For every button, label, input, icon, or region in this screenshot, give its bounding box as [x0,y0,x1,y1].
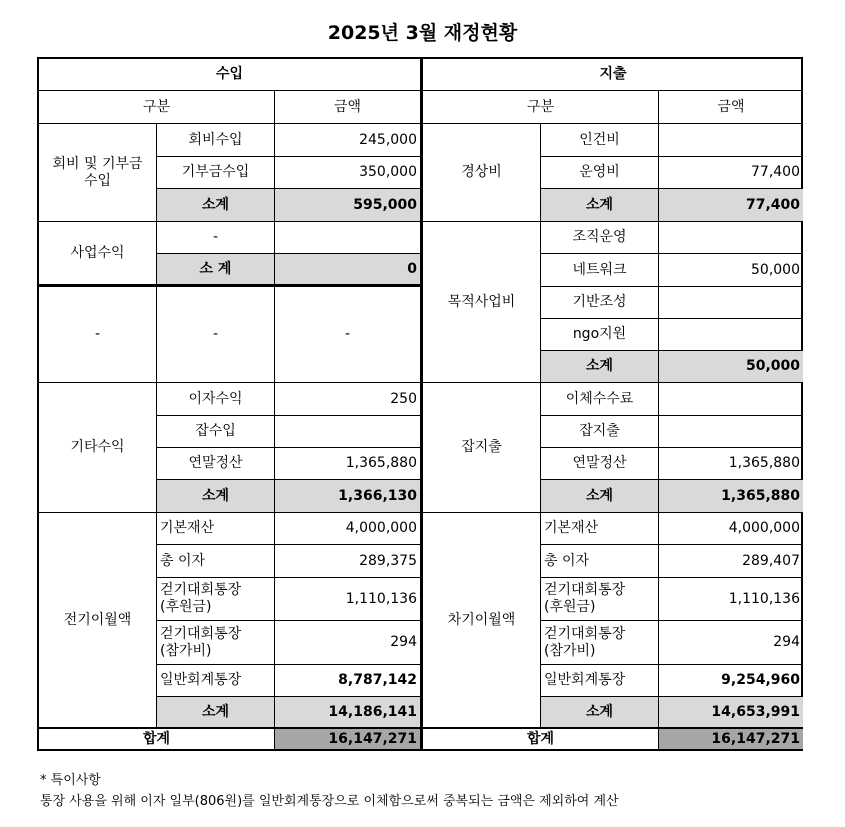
income-settle-amount: 1,365,880 [275,448,421,480]
expense-project-category: 목적사업비 [423,222,541,383]
expense-transfer-label: 이체수수료 [541,383,659,416]
income-basic-label: 기본재산 [157,513,275,545]
income-settle-label: 연말정산 [157,448,275,480]
page-title: 2025년 3월 재정현황 [327,22,518,44]
income-business-category: 사업수익 [39,222,157,287]
income-misc-amount [275,416,421,448]
expense-personnel-label: 인건비 [541,124,659,157]
expense-misc-subtotal-amount: 1,365,880 [659,480,803,513]
expense-project-subtotal-amount: 50,000 [659,351,803,383]
expense-project-subtotal-label: 소계 [541,351,659,383]
income-total-label: 합계 [39,729,275,749]
income-interest-amount: 250 [275,383,421,416]
income-other-subtotal-label: 소계 [157,480,275,513]
expense-general-amount: 9,254,960 [659,665,803,697]
expense-total-amount: 16,147,271 [659,729,803,749]
income-total-amount: 16,147,271 [275,729,421,749]
income-prev-subtotal-label: 소계 [157,697,275,729]
income-general-amount: 8,787,142 [275,665,421,697]
notes-text: 통장 사용을 위해 이자 일부(806원)를 일반회계통장으로 이체함으로써 중복되는 금액은 제외하여 계산 [40,794,619,809]
expense-base-label: 기반조성 [541,287,659,319]
expense-col-category: 구분 [423,91,659,124]
expense-basic-amount: 4,000,000 [659,513,803,545]
income-fee-amount: 245,000 [275,124,421,157]
expense-header: 지출 [423,59,803,91]
expense-settle-amount: 1,365,880 [659,448,803,480]
expense-network-amount: 50,000 [659,254,803,287]
expense-total-interest-amount: 289,407 [659,545,803,578]
income-membership-subtotal-amount: 595,000 [275,189,421,222]
income-col-amount: 금액 [275,91,421,124]
expense-total-interest-label: 총 이자 [541,545,659,578]
income-blank-item-label: - [157,287,275,383]
expense-misc-subtotal-label: 소계 [541,480,659,513]
expense-next-subtotal-amount: 14,653,991 [659,697,803,729]
income-walk-support-amount: 1,110,136 [275,578,421,621]
income-walk-fee-label: 걷기대회통장 (참가비) [157,621,275,665]
income-misc-label: 잡수입 [157,416,275,448]
income-prev-balance-category: 전기이월액 [39,513,157,729]
expense-base-amount [659,287,803,319]
expense-operating-category: 경상비 [423,124,541,222]
income-prev-subtotal-amount: 14,186,141 [275,697,421,729]
center-divider [421,59,423,749]
income-total-interest-amount: 289,375 [275,545,421,578]
income-business-subtotal-amount: 0 [275,254,421,287]
income-blank-category: - [39,287,157,383]
expense-org-amount [659,222,803,254]
total-row-divider [39,727,803,729]
expense-misc-label: 잡지출 [541,416,659,448]
income-business-item-label: - [157,222,275,254]
notes-heading: * 특이사항 [40,773,101,788]
expense-total-label: 합계 [423,729,659,749]
expense-settle-label: 연말정산 [541,448,659,480]
finance-table [37,57,803,751]
income-header: 수입 [39,59,421,91]
income-fee-label: 회비수입 [157,124,275,157]
expense-next-subtotal-label: 소계 [541,697,659,729]
income-other-category: 기타수익 [39,383,157,513]
income-membership-subtotal-label: 소계 [157,189,275,222]
expense-walk-fee-label: 걷기대회통장 (참가비) [541,621,659,665]
expense-walk-support-label: 걷기대회통장 (후원금) [541,578,659,621]
income-basic-amount: 4,000,000 [275,513,421,545]
expense-general-label: 일반회계통장 [541,665,659,697]
income-other-subtotal-amount: 1,366,130 [275,480,421,513]
expense-personnel-amount [659,124,803,157]
income-total-interest-label: 총 이자 [157,545,275,578]
expense-misc-amount [659,416,803,448]
expense-walk-support-amount: 1,110,136 [659,578,803,621]
income-walk-support-label: 걷기대회통장 (후원금) [157,578,275,621]
expense-ngo-amount [659,319,803,351]
expense-ops-label: 운영비 [541,157,659,189]
income-interest-label: 이자수익 [157,383,275,416]
expense-operating-subtotal-label: 소계 [541,189,659,222]
expense-misc-category: 잡지출 [423,383,541,513]
income-col-category: 구분 [39,91,275,124]
expense-col-amount: 금액 [659,91,803,124]
expense-network-label: 네트워크 [541,254,659,287]
expense-walk-fee-amount: 294 [659,621,803,665]
income-general-label: 일반회계통장 [157,665,275,697]
expense-ops-amount: 77,400 [659,157,803,189]
expense-org-label: 조직운영 [541,222,659,254]
income-business-item-amount [275,222,421,254]
income-business-subtotal-label: 소 계 [157,254,275,287]
income-membership-category: 회비 및 기부금 수입 [39,124,157,222]
expense-basic-label: 기본재산 [541,513,659,545]
expense-next-balance-category: 차기이월액 [423,513,541,729]
income-walk-fee-amount: 294 [275,621,421,665]
expense-ngo-label: ngo지원 [541,319,659,351]
income-donation-amount: 350,000 [275,157,421,189]
notes-section [40,770,619,812]
income-donation-label: 기부금수입 [157,157,275,189]
income-blank-item-amount: - [275,287,421,383]
expense-transfer-amount [659,383,803,416]
expense-operating-subtotal-amount: 77,400 [659,189,803,222]
